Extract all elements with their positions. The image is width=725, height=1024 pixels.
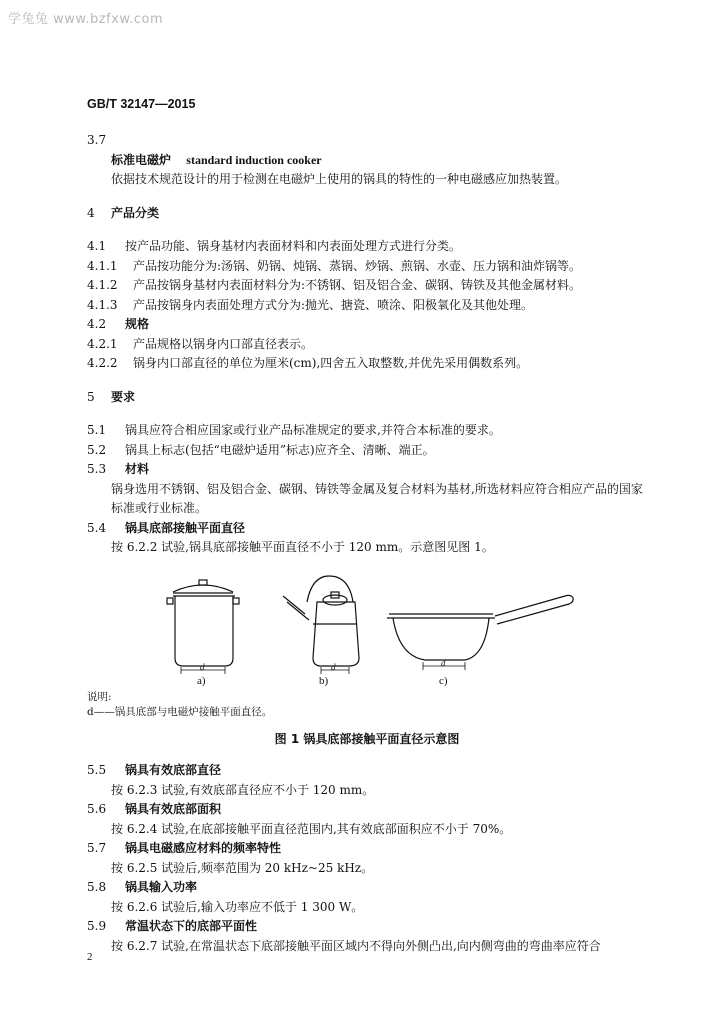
clause-4-2 [87, 315, 647, 335]
clause-title: 锅具底部接触平面直径 [125, 520, 246, 535]
section-5-heading [87, 388, 647, 408]
clause-number: 4.1.2 [87, 278, 118, 292]
legend-item: d——锅具底部与电磁炉接触平面直径。 [87, 705, 273, 718]
clause-text: 锅身内口部直径的单位为厘米(cm),四舍五入取整数,并优先采用偶数系列。 [133, 356, 529, 370]
subfigure-label-c: c) [439, 674, 448, 687]
clause-title: 锅具有效底部面积 [125, 802, 222, 816]
section-4-heading [87, 204, 647, 224]
clause-title: 锅具输入功率 [125, 880, 198, 894]
clause-number: 5.9 [87, 919, 107, 933]
clause-5-4 [87, 519, 647, 539]
figure-legend [87, 690, 647, 720]
clause-text: 产品按功能分为:汤锅、奶锅、炖锅、蒸锅、炒锅、煎锅、水壶、压力锅和油炸锅等。 [133, 258, 582, 273]
standard-number: GB/T 32147—2015 [87, 97, 196, 111]
clause-title: 锅具电磁感应材料的频率特性 [125, 841, 282, 855]
clause-5-5-body: 按 6.2.3 试验,有效底部直径应不小于 120 mm。 [111, 782, 375, 797]
clause-title: 常温状态下的底部平面性 [125, 919, 258, 933]
clause-5-1 [87, 421, 647, 441]
clause-4-1 [87, 237, 647, 257]
clause-5-6-body: 按 6.2.4 试验,在底部接触平面直径范围内,其有效底部面积应不小于 70%。 [111, 821, 512, 836]
clause-4-2-2 [87, 354, 647, 374]
clause-4-1-2 [87, 276, 647, 296]
clause-5-3-body: 锅身选用不锈钢、铝及铝合金、碳钢、铸铁等金属及复合材料为基材,所选材料应符合相应产品的国家标准或行业标准。 [111, 481, 643, 515]
clause-number: 5.3 [87, 462, 107, 476]
clause-5-6 [87, 800, 647, 820]
page-number: 2 [87, 951, 93, 963]
clause-number: 5.7 [87, 841, 107, 855]
clause-5-8 [87, 878, 647, 898]
clause-5-5 [87, 761, 647, 781]
clause-number: 4.1 [87, 239, 107, 253]
clause-5-9-body: 按 6.2.7 试验,在常温状态下底部接触平面区域内不得向外侧凸出,向内侧弯曲的弯曲率应符合 [111, 938, 601, 953]
frying-pan-drawing [387, 595, 573, 670]
watermark: 学兔兔 www.bzfxw.com [8, 12, 164, 27]
legend-title: 说明: [87, 690, 112, 703]
section-number: 5 [87, 389, 95, 404]
dim-label-b: d [331, 661, 336, 672]
section-title: 产品分类 [111, 205, 160, 220]
term-zh: 标准电磁炉 [111, 152, 172, 167]
section-title: 要求 [111, 389, 136, 404]
clause-number: 5.8 [87, 880, 107, 894]
term-heading [87, 151, 647, 171]
kettle-drawing [283, 576, 359, 674]
clause-number: 5.1 [87, 423, 107, 437]
clause-title: 材料 [125, 462, 150, 476]
clause-title: 锅具有效底部直径 [125, 763, 222, 777]
document-body [87, 131, 647, 956]
cookware-illustration [87, 566, 647, 686]
figure-caption: 图 1 锅具底部接触平面直径示意图 [274, 731, 460, 746]
clause-number: 5.6 [87, 802, 107, 816]
clause-text: 产品按锅身内表面处理方式分为:抛光、搪瓷、喷涂、阳极氧化及其他处理。 [133, 297, 534, 312]
clause-5-7 [87, 839, 647, 859]
clause-number: 5.2 [87, 442, 107, 457]
subfigure-label-b: b) [319, 674, 329, 687]
clause-number: 4.1.3 [87, 297, 118, 312]
term-definition: 依据技术规范设计的用于检测在电磁炉上使用的锅具的特性的一种电磁感应加热装置。 [111, 172, 568, 186]
dim-label-c: d [441, 657, 446, 668]
clause-4-1-1 [87, 257, 647, 277]
clause-number: 4.2 [87, 317, 107, 331]
clause-text: 锅具应符合相应国家或行业产品标准规定的要求,并符合本标准的要求。 [125, 423, 501, 437]
section-number: 4 [87, 205, 95, 220]
clause-number: 4.1.1 [87, 258, 118, 273]
clause-5-4-body: 按 6.2.2 试验,锅具底部接触平面直径不小于 120 mm。示意图见图 1。 [111, 540, 494, 554]
clause-text: 产品规格以锅身内口部直径表示。 [133, 336, 314, 351]
clause-5-9 [87, 917, 647, 937]
clause-number: 5.4 [87, 520, 107, 535]
clause-5-8-body: 按 6.2.6 试验后,输入功率应不低于 1 300 W。 [111, 899, 364, 914]
dim-label-a: d [200, 661, 205, 672]
clause-number: 4.2.1 [87, 336, 118, 351]
subfigure-label-a: a) [197, 674, 206, 687]
clause-number: 4.2.2 [87, 356, 118, 370]
clause-text: 产品按锅身基材内表面材料分为:不锈钢、铝及铝合金、碳钢、铸铁及其他金属材料。 [133, 278, 582, 292]
clause-5-7-body: 按 6.2.5 试验后,频率范围为 20 kHz~25 kHz。 [111, 860, 374, 875]
clause-3-7-number: 3.7 [87, 133, 107, 147]
clause-5-3 [87, 460, 647, 480]
term-en: standard induction cooker [186, 152, 322, 167]
clause-4-2-1 [87, 335, 647, 355]
clause-5-2 [87, 441, 647, 461]
figure-1 [87, 566, 647, 686]
clause-title: 规格 [125, 317, 150, 331]
clause-text: 按产品功能、锅身基材内表面材料和内表面处理方式进行分类。 [125, 239, 462, 253]
clause-4-1-3 [87, 296, 647, 316]
clause-number: 5.5 [87, 763, 107, 777]
clause-text: 锅具上标志(包括“电磁炉适用”标志)应齐全、清晰、端正。 [125, 442, 435, 457]
